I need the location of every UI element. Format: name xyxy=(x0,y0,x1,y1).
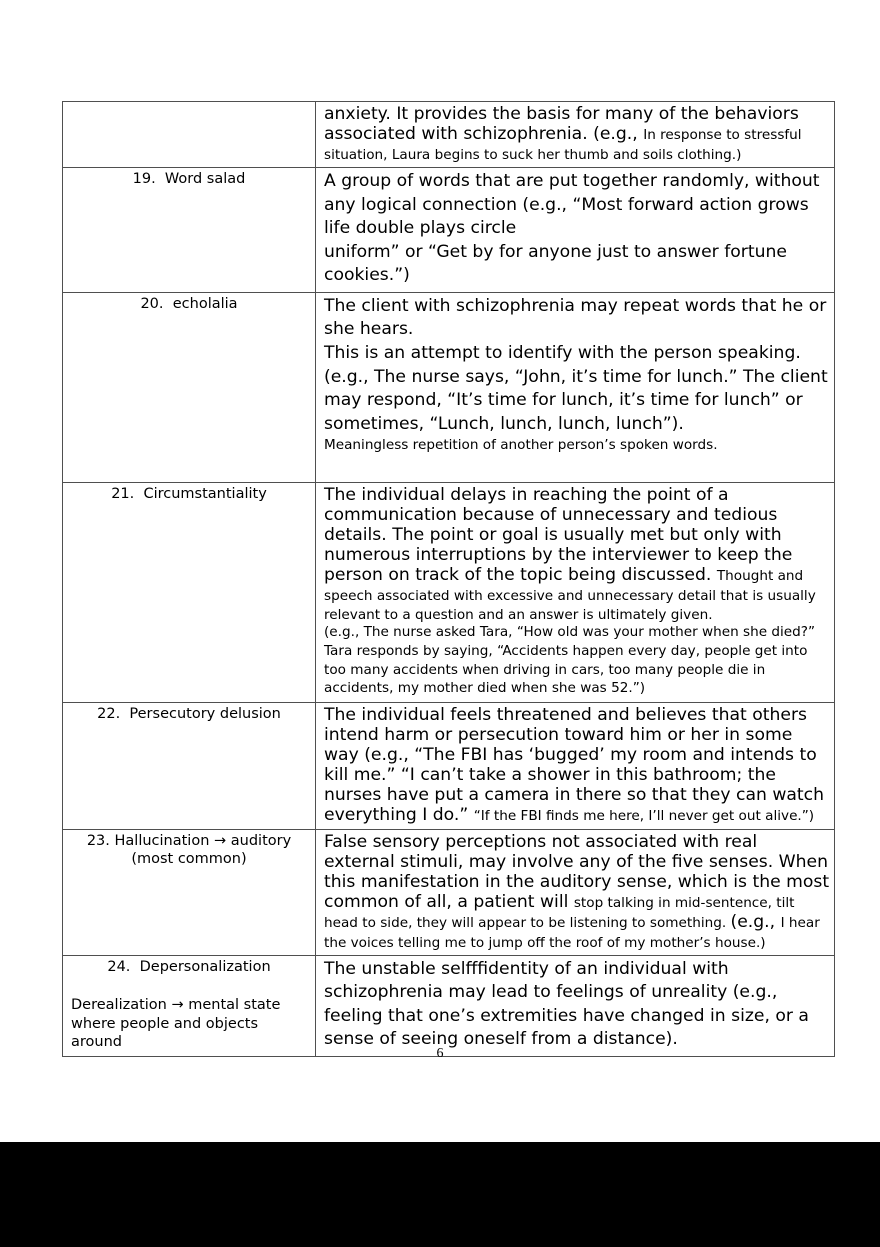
term-cell-content xyxy=(63,168,315,193)
term-cell-content xyxy=(63,102,315,127)
term-name: Persecutory delusion xyxy=(129,705,281,722)
description-run: I hear the voices telling me to jump off the roof of my mother’s house.) xyxy=(324,914,820,951)
term-title xyxy=(69,170,309,189)
term-cell-content xyxy=(63,703,315,728)
description-content xyxy=(316,483,834,701)
description-paragraph: A group of words that are put together randomly, without any logical connection (e.g., “Most forward action grows life double plays circle xyxy=(324,171,820,239)
table-row xyxy=(63,168,835,293)
term-cell-content xyxy=(63,293,315,318)
bottom-letterbox-bar xyxy=(0,1142,880,1247)
term-title xyxy=(69,705,309,724)
term-cell xyxy=(63,168,316,293)
term-name: echolalia xyxy=(172,295,238,312)
description-paragraph: The unstable selfffidentity of an individual with schizophrenia may lead to feelings of unreality (e.g., feeling that one’s extremities have changed in size, or a sense of seeing oneself from a distance). xyxy=(324,958,809,1050)
description-paragraph: This is an attempt to identify with the person speaking. (e.g., The nurse says, “John, it’s time for lunch.” The client may respond, “It’s time for lunch, it’s time for lunch” or sometimes, “Lunch, lunch, lunch, lunch”). xyxy=(324,342,828,434)
description-cell xyxy=(316,168,835,293)
term-cell xyxy=(63,102,316,168)
term-number: 23. xyxy=(86,832,110,849)
term-cell xyxy=(63,292,316,483)
description-cell xyxy=(316,955,835,1056)
description-run: “If the FBI finds me here, I’ll never get out alive.”) xyxy=(473,807,815,824)
description-cell xyxy=(316,292,835,483)
term-name: Circumstantiality xyxy=(143,486,267,503)
term-title xyxy=(69,295,309,314)
page-number: 6 xyxy=(436,1046,444,1061)
term-cell xyxy=(63,955,316,1056)
table-row xyxy=(63,102,835,168)
table-row xyxy=(63,292,835,483)
description-paragraph: The client with schizophrenia may repeat words that he or she hears. xyxy=(324,295,827,340)
term-subtitle: (most common) xyxy=(131,851,247,868)
description-run: Thought and speech associated with excessive and unnecessary detail that is usually relevant to a question and an answer is ultimately given. xyxy=(324,568,816,624)
description-run: False sensory perceptions not associated with real external stimuli, may involve any of the five senses. When this manifestation in the auditory sense, which is the most common of all, a patient will xyxy=(324,831,830,912)
description-paragraph: (e.g., The nurse asked Tara, “How old was your mother when she died?” Tara responds by saying, “Accidents happen every day, people get into too many accidents when driving in cars, too many people die in accidents, my mother died when she was 52.”) xyxy=(324,624,816,697)
term-cell xyxy=(63,829,316,955)
term-number: 24. xyxy=(107,958,131,975)
description-content xyxy=(316,293,834,483)
description-run: The individual feels threatened and believes that others intend harm or persecution toward him or her in some way (e.g., “The FBI has ‘bugged’ my room and intends to kill me.” “I can’t take a shower in this bathroom; the nurses have put a camera in there so that they can watch everything I do.” xyxy=(324,704,825,825)
description-cell xyxy=(316,483,835,702)
description-run: (e.g., xyxy=(730,911,781,932)
term-number: 20. xyxy=(140,295,164,312)
description-content xyxy=(316,168,834,292)
description-paragraph: uniform” or “Get by for anyone just to answer fortune cookies.”) xyxy=(324,241,787,286)
table-row xyxy=(63,955,835,1056)
description-cell xyxy=(316,102,835,168)
description-run: anxiety. It provides the basis for many of the behaviors associated with schizophrenia. (e.g., xyxy=(324,104,799,144)
term-name: Depersonalization xyxy=(139,958,271,975)
term-note-line-1: Derealization → mental state xyxy=(71,997,281,1014)
table-row xyxy=(63,829,835,955)
term-cell-content xyxy=(63,483,315,508)
term-name: Word salad xyxy=(164,171,246,187)
table-row xyxy=(63,483,835,702)
description-paragraph: Meaningless repetition of another person’s spoken words. xyxy=(324,437,718,454)
term-cell xyxy=(63,483,316,702)
term-title xyxy=(69,958,309,977)
term-number: 19. xyxy=(132,171,156,187)
description-content xyxy=(316,956,834,1056)
description-run: In response to stressful situation, Laura begins to suck her thumb and soils clothing.) xyxy=(324,127,802,163)
description-content xyxy=(316,102,834,167)
term-number: 22. xyxy=(97,705,121,722)
description-run: The individual delays in reaching the point of a communication because of unnecessary and tedious details. The point or goal is usually met but only with numerous interruptions by the interviewer to keep the person on track of the topic being discussed. xyxy=(324,485,793,586)
description-cell xyxy=(316,702,835,829)
term-cell-content xyxy=(63,830,315,873)
description-content xyxy=(316,703,834,829)
term-spacer xyxy=(69,976,309,996)
description-content xyxy=(316,830,834,955)
term-cell xyxy=(63,702,316,829)
term-note-line-2: where people and objects around xyxy=(71,1015,259,1051)
terminology-table xyxy=(62,101,835,1057)
description-cell xyxy=(316,829,835,955)
term-number: 21. xyxy=(111,486,135,503)
term-title xyxy=(69,832,309,851)
description-spacer xyxy=(324,455,830,479)
term-cell-content xyxy=(63,956,315,1056)
term-name: Hallucination → auditory xyxy=(114,832,292,849)
description-run: stop talking in mid-sentence, tilt head to side, they will appear to be listening to something. xyxy=(324,894,795,931)
table-row xyxy=(63,702,835,829)
term-title xyxy=(69,485,309,504)
